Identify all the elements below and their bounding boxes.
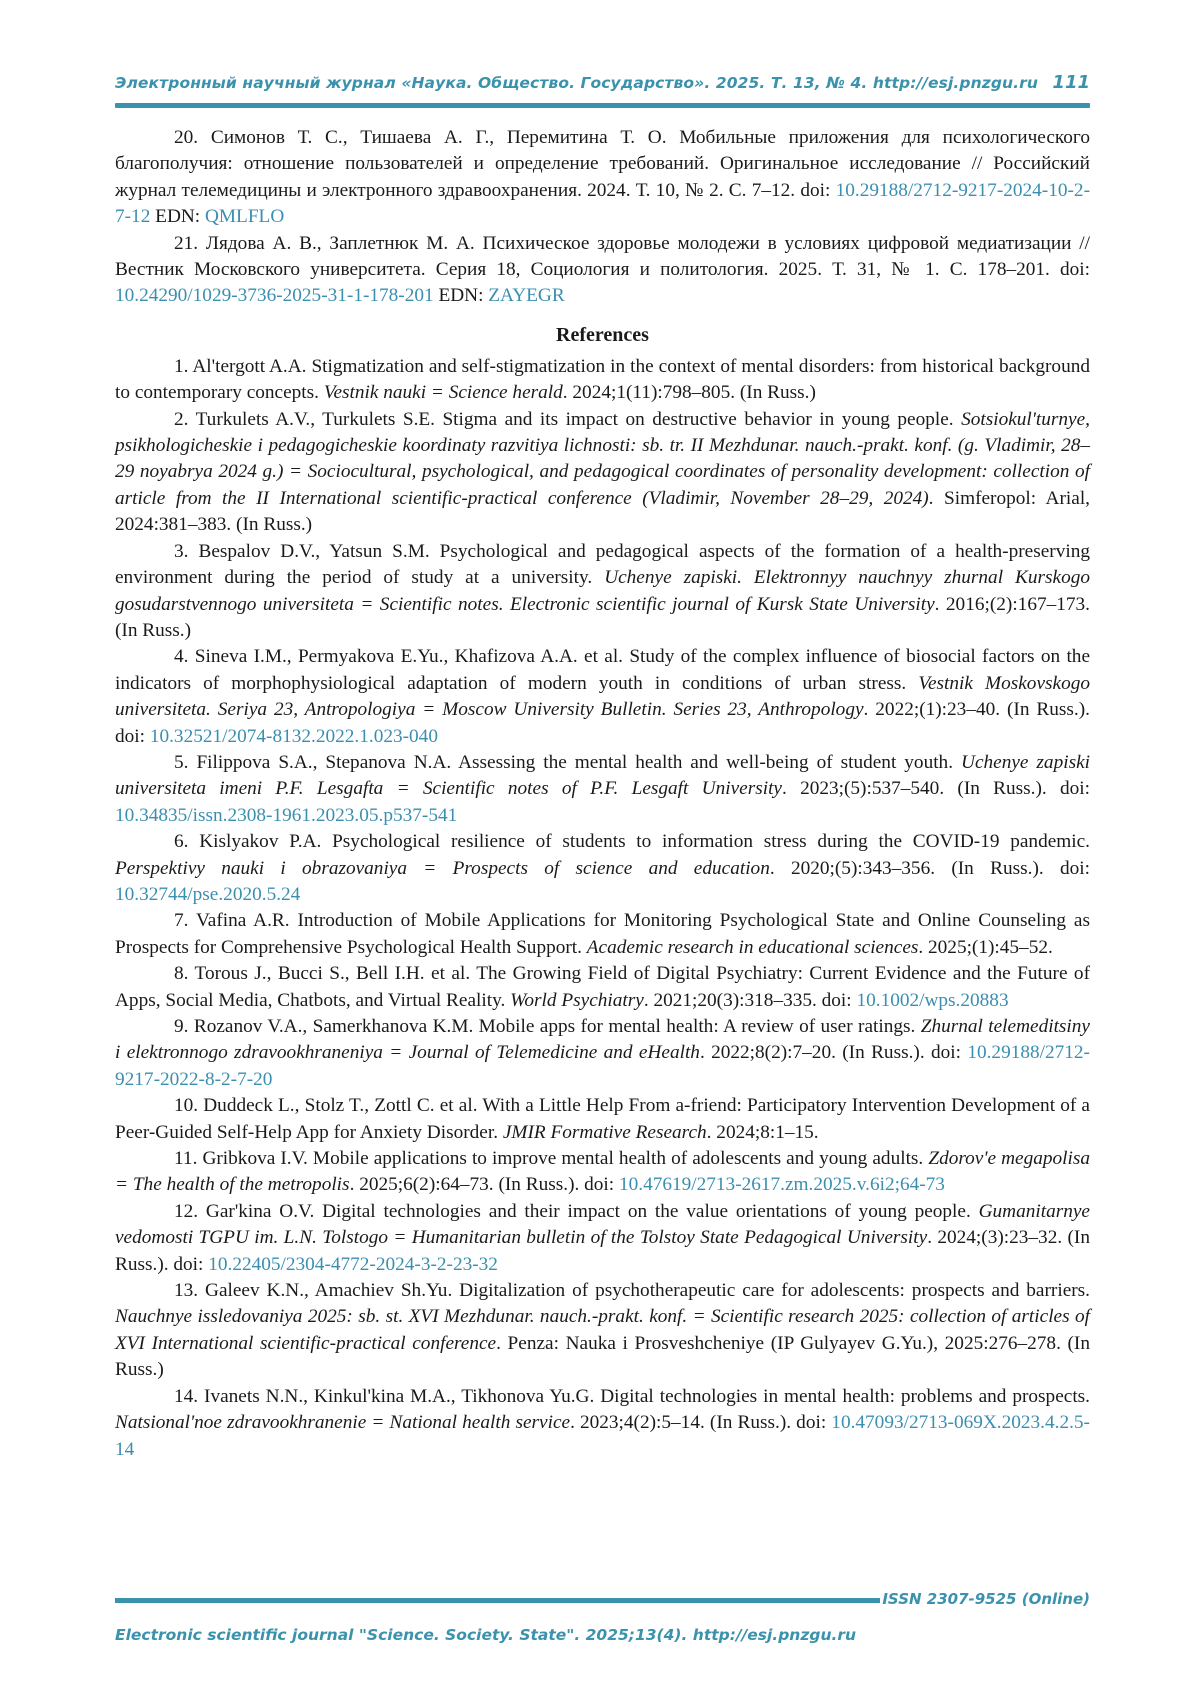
reference-details: . 2025;6(2):64–73. (In Russ.). doi: <box>349 1174 619 1196</box>
reference-item <box>115 1199 1090 1278</box>
edn-label: EDN: <box>433 285 489 307</box>
reference-item <box>115 539 1090 645</box>
reference-source: Natsional'noe zdravookhranenie = National health service <box>115 1412 571 1434</box>
reference-source: Perspektivy nauki i obrazovaniya = Prospects of science and education <box>115 857 770 879</box>
reference-authors-title: 10. Duddeck L., Stolz T., Zottl C. et al. With a Little Help From a-friend: Participatory Intervention Development of a Peer-Guided Self-Help App for Anxiety Disorder. <box>115 1095 1090 1143</box>
reference-authors-title: 7. Vafina A.R. Introduction of Mobile Applications for Monitoring Psychological State and Online Counseling as Prospects for Comprehensive Psychological Health Support. <box>115 910 1090 958</box>
reference-item <box>115 231 1090 310</box>
reference-item <box>115 1146 1090 1199</box>
reference-item <box>115 1093 1090 1146</box>
reference-item <box>115 829 1090 908</box>
reference-details: . Penza: Nauka i Prosveshcheniye (IP Gulyayev G.Yu.), 2025:276–278. (In Russ.) <box>115 1332 1090 1381</box>
reference-source: Uchenye zapiski. Elektronnyy nauchnyy zhurnal Kurskogo gosudarstvennogo universiteta = Scientific notes. Electronic scientific journal of Kursk State University <box>115 567 1090 615</box>
reference-item <box>115 961 1090 1014</box>
reference-source: Zdorov'e megapolisa = The health of the metropolis <box>115 1148 1090 1196</box>
edn-label: EDN: <box>150 206 205 228</box>
reference-text: 20. Симонов Т. С., Тишаева А. Г., Перемитина Т. О. Мобильные приложения для психологического благополучия: отношение пользователей и определение требований. Оригинальное исследование // Российский журнал телемедицины и электронного здравоохранения. 2024. Т. 10, № 2. С. 7–12. doi: <box>115 127 1090 201</box>
reference-authors-title: 11. Gribkova I.V. Mobile applications to improve mental health of adolescents and young adults. <box>174 1148 929 1170</box>
reference-item <box>115 644 1090 750</box>
reference-authors-title: 1. Al'tergott A.A. Stigmatization and self-stigmatization in the context of mental disorders: from historical background to contemporary concepts. <box>115 355 1090 404</box>
reference-details: . 2024;(3):23–32. (In Russ.). doi: <box>115 1227 1090 1275</box>
reference-text: 21. Лядова А. В., Заплетнюк М. А. Психическое здоровье молодежи в условиях цифровой медиатизации // Вестник Московского университета. Серия 18, Социология и политология. 2025. Т. 31, № 1. С. 178–201. doi: <box>115 232 1090 281</box>
reference-item <box>115 125 1090 231</box>
reference-details: . 2024;8:1–15. <box>706 1121 819 1143</box>
reference-details: . 2025;(1):45–52. <box>918 936 1053 958</box>
reference-details: . 2022;8(2):7–20. (In Russ.). doi: <box>699 1042 968 1064</box>
reference-item <box>115 1384 1090 1463</box>
running-header <box>115 72 1090 93</box>
reference-authors-title: 9. Rozanov V.A., Samerkhanova K.M. Mobile apps for mental health: A review of user ratings. <box>174 1016 921 1037</box>
journal-title: Электронный научный журнал «Наука. Общество. Государство». 2025. Т. 13, № 4. http://esj.pnzgu.ru <box>115 74 1039 92</box>
header-rule <box>115 103 1090 108</box>
reference-item <box>115 354 1090 407</box>
reference-item <box>115 750 1090 829</box>
reference-source: Zhurnal telemeditsiny i elektronnogo zdravookhraneniya = Journal of Telemedicine and eHealth <box>115 1016 1090 1064</box>
reference-details: . 2021;20(3):318–335. doi: <box>643 989 857 1011</box>
doi-link[interactable]: 10.34835/issn.2308-1961.2023.05.p537-541 <box>115 804 458 826</box>
reference-source: Sotsiokul'turnye, psikhologicheskie i pedagogicheskie koordinaty razvitiya lichnosti: sb. tr. II Mezhdunar. nauch.-prakt. konf. (g. Vladimir, 28–29 noyabrya 2024 g.) = Sociocultural, psychological, and pedagogical coordinates of personality development: collection of article from the II International scientific-practical conference (Vladimir, November 28–29, 2024) <box>115 408 1090 509</box>
doi-link[interactable]: 10.47093/2713-069X.2023.4.2.5-14 <box>115 1412 1090 1460</box>
reference-details: . 2023;(5):537–540. (In Russ.). doi: <box>781 778 1090 800</box>
doi-link[interactable]: 10.24290/1029-3736-2025-31-1-178-201 <box>115 285 434 307</box>
reference-source: Vestnik nauki = Science herald <box>323 382 563 404</box>
reference-source: Nauchnye issledovaniya 2025: sb. st. XVI Mezhdunar. nauch.-prakt. konf. = Scientific research 2025: collection of articles of XVI International scientific-practical conference <box>115 1306 1090 1354</box>
reference-authors-title: 3. Bespalov D.V., Yatsun S.M. Psychological and pedagogical aspects of the formation of a health-preserving environment during the period of study at a university. <box>115 540 1090 589</box>
reference-item <box>115 1014 1090 1093</box>
reference-authors-title: 5. Filippova S.A., Stepanova N.A. Assessing the mental health and well-being of student youth. <box>174 751 962 773</box>
reference-source: Gumanitarnye vedomosti TGPU im. L.N. Tolstogo = Humanitarian bulletin of the Tolstoy State Pedagogical University <box>115 1200 1090 1249</box>
edn-link[interactable]: QMLFLO <box>204 206 285 228</box>
reference-details: . 2023;4(2):5–14. (In Russ.). doi: <box>570 1412 832 1434</box>
doi-link[interactable]: 10.29188/2712-9217-2024-10-2-7-12 <box>115 179 1090 228</box>
references-heading: References <box>556 323 649 346</box>
reference-source: JMIR Formative Research <box>502 1121 707 1143</box>
reference-authors-title: 4. Sineva I.M., Permyakova E.Yu., Khafizova A.A. et al. Study of the complex influence of biosocial factors on the indicators of morphophysiological adaptation of modern youth in conditions of urban stress. <box>115 646 1090 694</box>
doi-link[interactable]: 10.47619/2713-2617.zm.2025.v.6i2;64-73 <box>618 1174 945 1196</box>
reference-details: . 2020;(5):343–356. (In Russ.). doi: <box>769 857 1090 879</box>
reference-details: . 2022;(1):23–40. (In Russ.). doi: <box>115 699 1090 747</box>
russian-references-list <box>115 125 1090 310</box>
reference-item <box>115 908 1090 961</box>
reference-source: Uchenye zapiski universiteta imeni P.F. Lesgafta = Scientific notes of P.F. Lesgaft University <box>115 751 1090 800</box>
reference-authors-title: 14. Ivanets N.N., Kinkul'kina M.A., Tikhonova Yu.G. Digital technologies in mental health: problems and prospects. <box>174 1385 1090 1407</box>
footer-rule <box>115 1598 880 1603</box>
reference-authors-title: 2. Turkulets A.V., Turkulets S.E. Stigma and its impact on destructive behavior in young people. <box>174 408 962 430</box>
references-list <box>115 354 1090 1463</box>
reference-item <box>115 407 1090 539</box>
reference-details: . 2024;1(11):798–805. (In Russ.) <box>562 382 816 404</box>
reference-authors-title: 8. Torous J., Bucci S., Bell I.H. et al. The Growing Field of Digital Psychiatry: Current Evidence and the Future of Apps, Social Media, Chatbots, and Virtual Reality. <box>115 963 1090 1011</box>
reference-details: . Simferopol: Arial, 2024:381–383. (In Russ.) <box>115 487 1090 536</box>
doi-link[interactable]: 10.1002/wps.20883 <box>856 989 1009 1011</box>
reference-authors-title: 13. Galeev K.N., Amachiev Sh.Yu. Digitalization of psychotherapeutic care for adolescents: prospects and barriers. <box>174 1280 1090 1302</box>
issn-label: ISSN 2307-9525 (Online) <box>882 1590 1090 1608</box>
reference-details: . 2016;(2):167–173. (In Russ.) <box>115 593 1090 641</box>
page-body <box>115 125 1090 1463</box>
reference-item <box>115 1278 1090 1384</box>
reference-authors-title: 12. Gar'kina O.V. Digital technologies and their impact on the value orientations of young people. <box>174 1200 979 1222</box>
doi-link[interactable]: 10.32744/pse.2020.5.24 <box>115 883 301 905</box>
doi-link[interactable]: 10.22405/2304-4772-2024-3-2-23-32 <box>208 1253 498 1275</box>
edn-link[interactable]: ZAYEGR <box>488 285 565 307</box>
reference-authors-title: 6. Kislyakov P.A. Psychological resilience of students to information stress during the COVID-19 pandemic. <box>174 831 1090 853</box>
reference-source: Vestnik Moskovskogo universiteta. Seriya 23, Antropologiya = Moscow University Bulletin. Series 23, Anthropology <box>115 672 1090 721</box>
doi-link[interactable]: 10.29188/2712-9217-2022-8-2-7-20 <box>115 1042 1090 1090</box>
doi-link[interactable]: 10.32521/2074-8132.2022.1.023-040 <box>149 725 438 747</box>
footer-journal-title: Electronic scientific journal "Science. Society. State". 2025;13(4). http://esj.pnzgu.ru <box>115 1626 857 1644</box>
reference-source: World Psychiatry <box>510 989 644 1011</box>
reference-source: Academic research in educational sciences <box>586 936 919 958</box>
page-number: 111 <box>1052 72 1090 93</box>
